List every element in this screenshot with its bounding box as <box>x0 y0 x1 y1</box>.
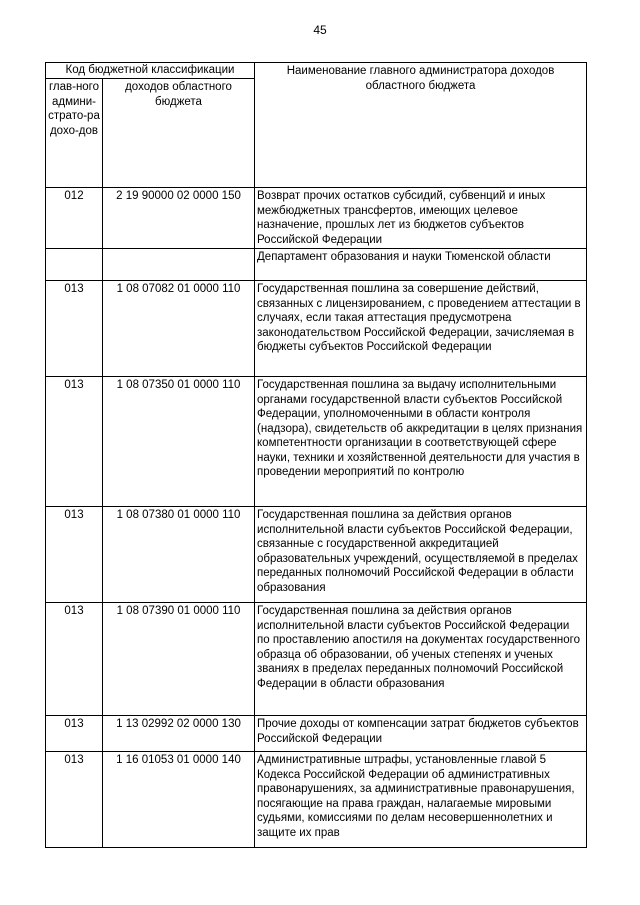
admin-code-cell: 013 <box>46 507 103 603</box>
admin-code-cell <box>46 249 103 281</box>
income-name-cell: Государственная пошлина за совершение действий, связанных с лицензированием, с проведением аттестации в случаях, если такая аттестация предусмотрена законодательством Российской Федерации, зачисляемая в бюджеты субъектов Российской Федерации <box>255 281 587 377</box>
admin-code-cell: 012 <box>46 188 103 249</box>
admin-code-cell: 013 <box>46 603 103 716</box>
table-row <box>46 188 587 249</box>
header-income-code: доходов областного бюджета <box>103 79 255 188</box>
income-name-cell: Государственная пошлина за действия органов исполнительной власти субъектов Российской Федерации по проставлению апостиля на документах государственного образца об образовании, об ученых степенях и ученых званиях в пределах переданных полномочий Российской Федерации в области образования <box>255 603 587 716</box>
admin-code-cell: 013 <box>46 716 103 752</box>
budget-classification-table <box>45 62 587 848</box>
income-code-cell: 1 08 07390 01 0000 110 <box>103 603 255 716</box>
table-row <box>46 377 587 507</box>
income-code-cell <box>103 249 255 281</box>
header-budget-classification: Код бюджетной классификации <box>46 63 255 79</box>
income-code-cell: 1 08 07350 01 0000 110 <box>103 377 255 507</box>
income-name-cell: Государственная пошлина за действия органов исполнительной власти субъектов Российской Федерации, связанные с государственной аккредитацией образовательных учреждений, осуществляемой в пределах переданных полномочий Российской Федерации в области образования <box>255 507 587 603</box>
income-code-cell: 1 13 02992 02 0000 130 <box>103 716 255 752</box>
table-row <box>46 716 587 752</box>
income-name-cell: Прочие доходы от компенсации затрат бюджетов субъектов Российской Федерации <box>255 716 587 752</box>
income-code-cell: 2 19 90000 02 0000 150 <box>103 188 255 249</box>
income-code-cell: 1 16 01053 01 0000 140 <box>103 752 255 848</box>
admin-code-cell: 013 <box>46 377 103 507</box>
income-code-cell: 1 08 07380 01 0000 110 <box>103 507 255 603</box>
income-name-cell: Государственная пошлина за выдачу исполнительными органами государственной власти субъектов Российской Федерации, уполномоченными в области контроля (надзора), свидетельств об аккредитации в целях признания компетентности организации в соответствующей сфере науки, техники и хозяйственной деятельности для участия в проведении мероприятий по контролю <box>255 377 587 507</box>
page-number: 45 <box>313 23 327 37</box>
admin-code-cell: 013 <box>46 752 103 848</box>
income-name-cell: Административные штрафы, установленные главой 5 Кодекса Российской Федерации об административных правонарушениях, за административные правонарушения, посягающие на права граждан, налагаемые мировыми судьями, комиссиями по делам несовершеннолетних и защите их прав <box>255 752 587 848</box>
department-heading: Департамент образования и науки Тюменской области <box>255 249 587 281</box>
table-row <box>46 281 587 377</box>
header-administrator-name: Наименование главного администратора доходов областного бюджета <box>255 63 587 188</box>
admin-code-cell: 013 <box>46 281 103 377</box>
table-row <box>46 603 587 716</box>
income-code-cell: 1 08 07082 01 0000 110 <box>103 281 255 377</box>
table-row <box>46 752 587 848</box>
table-row <box>46 507 587 603</box>
header-chief-administrator: глав-ного админи-страто-ра дохо-дов <box>46 79 103 188</box>
income-name-cell: Возврат прочих остатков субсидий, субвенций и иных межбюджетных трансфертов, имеющих целевое назначение, прошлых лет из бюджетов субъектов Российской Федерации <box>255 188 587 249</box>
table-row-section-heading <box>46 249 587 281</box>
